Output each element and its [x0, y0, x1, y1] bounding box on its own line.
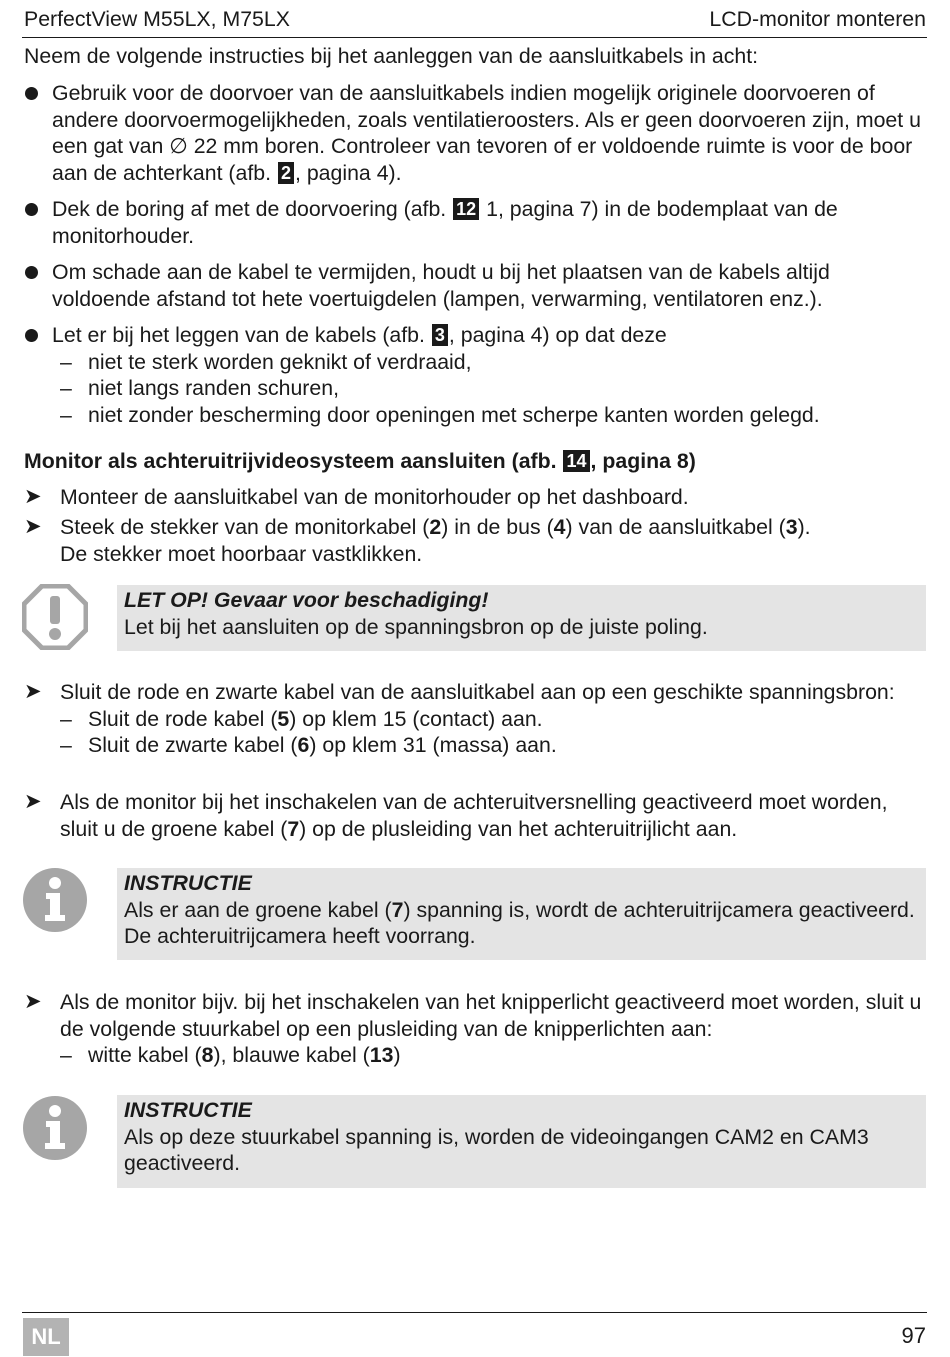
- step-text: [60, 789, 926, 842]
- dash-text: niet te sterk worden geknikt of verdraaid,: [88, 349, 472, 374]
- dash-text: niet zonder bescherming door openingen met scherpe kanten worden gelegd.: [88, 402, 820, 427]
- bullet-dot-icon: [25, 266, 38, 279]
- dash-symbol: –: [60, 733, 72, 757]
- instruction-text: Als op deze stuurkabel spanning is, worden de videoingangen CAM2 en CAM3 geactiveerd.: [124, 1124, 869, 1175]
- dash-item: [60, 375, 926, 402]
- figure-ref-badge: 14: [563, 450, 589, 472]
- language-badge: NL: [23, 1318, 69, 1356]
- item-number: 13: [369, 1043, 394, 1067]
- warning-box: [117, 585, 926, 651]
- dash-item: [60, 349, 926, 376]
- dash-symbol: –: [60, 349, 72, 374]
- warning-text: Let bij het aansluiten op de spanningsbron op de juiste poling.: [124, 614, 708, 639]
- instruction-box: [117, 868, 926, 960]
- header-title: PerfectView M55LX, M75LX: [24, 7, 290, 31]
- step-text: Sluit de rode en zwarte kabel van de aansluitkabel aan op een geschikte spanningsbron:: [60, 680, 895, 704]
- item-number: 4: [553, 515, 566, 539]
- header-divider: [22, 37, 927, 38]
- item-number: 2: [429, 515, 442, 539]
- dash-text: ), blauwe kabel (: [213, 1043, 370, 1067]
- dash-item: [60, 402, 926, 429]
- section-heading: [24, 448, 926, 475]
- bullet-text-suffix: , pagina 4).: [294, 160, 402, 185]
- bullet-dot-icon: [25, 87, 38, 100]
- step-text-part: Steek de stekker van de monitorkabel (: [60, 515, 430, 539]
- instruction-title: INSTRUCTIE: [124, 871, 252, 895]
- bullet-text: Om schade aan de kabel te vermijden, houdt u bij het plaatsen van de kabels altijd voldoende afstand tot hete voertuigdelen (lampen, verwarming, ventilatoren enz.).: [52, 260, 830, 311]
- dash-text: witte kabel (: [88, 1043, 202, 1067]
- dash-item: [60, 1042, 926, 1069]
- bullet-item: [24, 80, 926, 186]
- info-icon: [22, 867, 88, 933]
- step-item: [24, 484, 926, 511]
- bullet-text: Let er bij het leggen van de kabels (afb.: [52, 323, 425, 347]
- item-number: 3: [785, 515, 798, 539]
- item-number: 7: [287, 816, 300, 841]
- instruction-text-part: Als er aan de groene kabel (: [124, 897, 392, 922]
- section-heading-suffix: , pagina 8): [590, 449, 696, 473]
- bullet-item: [24, 259, 926, 312]
- instruction-box: [117, 1095, 926, 1188]
- figure-ref-badge: 2: [278, 162, 294, 184]
- header-section: LCD-monitor monteren: [709, 7, 926, 31]
- intro-text: Neem de volgende instructies bij het aanleggen van de aansluitkabels in acht:: [24, 44, 759, 68]
- bullet-dot-icon: [25, 329, 38, 342]
- step-text: [60, 514, 926, 567]
- dash-symbol: –: [60, 706, 72, 731]
- figure-ref-badge: 3: [432, 324, 448, 346]
- item-number: 6: [297, 733, 310, 757]
- dash-item: [60, 706, 926, 733]
- step-text-part: Als de monitor bij het inschakelen van de achteruitversnelling geactiveerd moet worden, sluit u de groene kabel (: [60, 790, 888, 841]
- step-item: [24, 989, 926, 1069]
- instruction-text-part: ) spanning is, wordt de achteruitrijcamera geactiveerd. De achteruitrijcamera heeft voorrang.: [124, 897, 915, 948]
- footer-divider: [22, 1312, 927, 1313]
- step-text-part: ) van de aansluitkabel (: [565, 515, 786, 539]
- arrow-icon: ➤: [24, 515, 42, 538]
- step-text-part: De stekker moet hoorbaar vastklikken.: [60, 541, 423, 566]
- arrow-icon: ➤: [24, 485, 42, 508]
- instruction-text: [124, 897, 920, 950]
- dash-text: Sluit de zwarte kabel (: [88, 733, 298, 757]
- item-number: 7: [391, 897, 404, 922]
- instruction-title: INSTRUCTIE: [124, 1098, 252, 1122]
- step-text: Als de monitor bijv. bij het inschakelen van het knipperlicht geactiveerd moet worden, sluit u de volgende stuurkabel op een plusleiding van de knipperlichten aan:: [60, 990, 922, 1041]
- page-number: 97: [901, 1323, 926, 1348]
- section-heading-text: Monitor als achteruitrijvideosysteem aansluiten (afb.: [24, 449, 557, 473]
- info-icon: [22, 1095, 88, 1161]
- dash-text: niet langs randen schuren,: [88, 376, 339, 400]
- bullet-text-suffix: , pagina 4) op dat deze: [448, 323, 667, 347]
- dash-text: ): [393, 1043, 401, 1067]
- step-item: [24, 514, 926, 567]
- item-number: 5: [277, 706, 290, 731]
- dash-text: ) op klem 15 (contact) aan.: [289, 706, 543, 731]
- dash-text: ) op klem 31 (massa) aan.: [309, 733, 557, 757]
- dash-symbol: –: [60, 376, 72, 400]
- warning-icon: [22, 584, 88, 650]
- arrow-icon: ➤: [24, 680, 42, 703]
- bullet-item: [24, 322, 926, 428]
- step-text-part: ).: [797, 515, 811, 539]
- dash-symbol: –: [60, 1043, 72, 1067]
- step-item: [24, 789, 926, 842]
- dash-symbol: –: [60, 402, 72, 427]
- item-number: 8: [201, 1043, 214, 1067]
- step-text: Monteer de aansluitkabel van de monitorhouder op het dashboard.: [60, 485, 689, 509]
- bullet-text: Gebruik voor de doorvoer van de aansluitkabels indien mogelijk originele doorvoeren of andere doorvoermogelijkheden, zoals ventilatieroosters. Als er geen doorvoeren zijn, moet u een gat van ∅ 22 mm boren. Controleer van tevoren of er voldoende ruimte is voor de boor aan de achterkant (afb.: [52, 81, 921, 185]
- dash-text: Sluit de rode kabel (: [88, 706, 278, 731]
- bullet-item: [24, 196, 926, 249]
- bullet-text: Dek de boring af met de doorvoering (afb.: [52, 197, 447, 221]
- arrow-icon: ➤: [24, 990, 42, 1013]
- step-item: [24, 679, 926, 759]
- dash-item: [60, 732, 926, 759]
- step-text-part: ) in de bus (: [441, 515, 554, 539]
- arrow-icon: ➤: [24, 790, 42, 813]
- step-text-part: ) op de plusleiding van het achteruitrijlicht aan.: [299, 816, 738, 841]
- bullet-dot-icon: [25, 203, 38, 216]
- figure-ref-badge: 12: [453, 198, 479, 220]
- bullet-text-suffix: 1, pagina 7) in de bodemplaat van de monitorhouder.: [52, 197, 838, 248]
- warning-title: LET OP! Gevaar voor beschadiging!: [124, 588, 489, 612]
